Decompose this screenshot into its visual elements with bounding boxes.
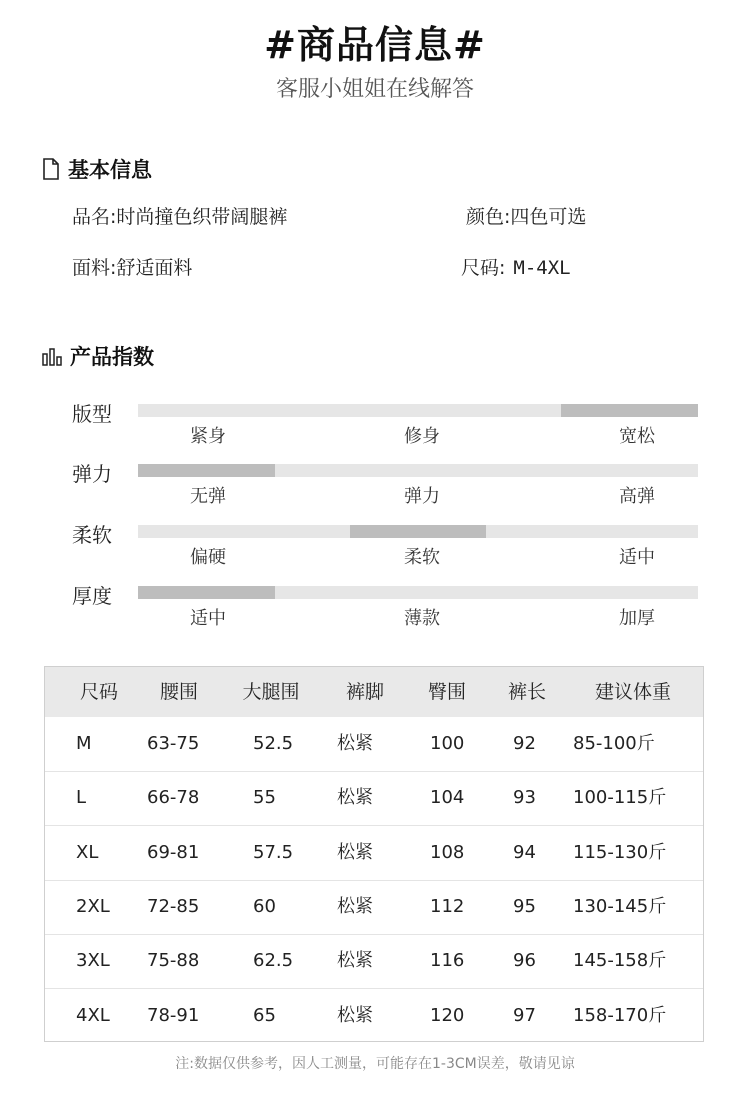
index-option: 加厚 bbox=[619, 608, 655, 629]
index-option: 柔软 bbox=[404, 547, 440, 568]
index-option: 适中 bbox=[619, 547, 655, 568]
table-header-cell: 大腿围 bbox=[242, 681, 300, 703]
table-cell: 120 bbox=[430, 1004, 465, 1026]
product-name bbox=[72, 202, 287, 229]
product-name-label: 品名: bbox=[72, 206, 117, 228]
index-bar-track bbox=[138, 404, 698, 417]
table-cell: 3XL bbox=[76, 950, 110, 972]
table-cell: 94 bbox=[513, 841, 536, 863]
table-cell: 145-158斤 bbox=[573, 950, 667, 972]
product-size-label: 尺码: bbox=[461, 257, 506, 279]
table-row bbox=[45, 771, 703, 826]
index-label: 弹力 bbox=[72, 462, 112, 486]
table-cell: M bbox=[76, 733, 92, 754]
table-row bbox=[45, 717, 703, 772]
index-option: 修身 bbox=[404, 426, 440, 447]
table-cell: 4XL bbox=[76, 1004, 110, 1026]
index-bar-selected bbox=[561, 404, 698, 417]
index-option: 弹力 bbox=[404, 486, 440, 507]
index-bar-track bbox=[138, 586, 698, 599]
table-cell: 69-81 bbox=[147, 841, 200, 863]
table-cell: 松紧 bbox=[337, 950, 373, 972]
product-index-title: 产品指数 bbox=[70, 345, 154, 369]
footer-note: 注:数据仅供参考，因人工测量，可能存在1-3CM误差，敬请见谅 bbox=[175, 1056, 575, 1072]
table-cell: 63-75 bbox=[147, 733, 200, 754]
table-cell: 松紧 bbox=[337, 787, 373, 809]
table-cell: 55 bbox=[253, 787, 276, 809]
table-row bbox=[45, 880, 703, 935]
table-cell: 松紧 bbox=[337, 895, 373, 917]
product-fabric bbox=[72, 253, 192, 280]
table-cell: 2XL bbox=[76, 895, 110, 917]
table-header-cell: 裤脚 bbox=[345, 681, 384, 703]
index-bar-selected bbox=[138, 586, 275, 599]
table-header-cell: 尺码 bbox=[79, 681, 118, 703]
table-cell: L bbox=[76, 787, 87, 809]
table-row bbox=[45, 934, 703, 989]
table-cell: 116 bbox=[430, 950, 465, 972]
index-label: 版型 bbox=[72, 402, 112, 426]
table-cell: 57.5 bbox=[253, 841, 294, 863]
product-fabric-label: 面料: bbox=[72, 257, 117, 279]
product-index-heading bbox=[42, 341, 154, 371]
table-cell: 85-100斤 bbox=[573, 733, 655, 754]
index-option: 偏硬 bbox=[190, 547, 226, 568]
table-cell: 97 bbox=[513, 1004, 536, 1026]
index-label: 柔软 bbox=[72, 523, 112, 547]
index-option: 薄款 bbox=[404, 608, 440, 629]
table-row bbox=[45, 989, 703, 1043]
table-header-cell: 腰围 bbox=[159, 681, 198, 703]
product-color-label: 颜色: bbox=[466, 206, 511, 228]
table-cell: 95 bbox=[513, 895, 536, 917]
basic-info-heading bbox=[42, 154, 152, 184]
table-cell: 112 bbox=[430, 895, 465, 917]
product-size bbox=[461, 253, 571, 280]
product-size-value: M-4XL bbox=[513, 257, 571, 279]
index-option: 紧身 bbox=[190, 426, 226, 447]
table-cell: 93 bbox=[513, 787, 536, 809]
index-bar-selected bbox=[350, 525, 487, 538]
index-option: 高弹 bbox=[619, 486, 655, 507]
size-table bbox=[44, 666, 704, 1042]
table-cell: 78-91 bbox=[147, 1004, 200, 1026]
document-icon bbox=[42, 158, 60, 180]
table-cell: 52.5 bbox=[253, 733, 294, 754]
table-header-cell: 裤长 bbox=[507, 681, 546, 703]
table-cell: 松紧 bbox=[337, 1004, 373, 1026]
page-title: #商品信息# bbox=[264, 23, 486, 67]
product-color-value: 四色可选 bbox=[510, 206, 587, 228]
table-cell: 60 bbox=[253, 895, 276, 917]
product-fabric-value: 舒适面料 bbox=[116, 257, 193, 279]
index-bar-track bbox=[138, 525, 698, 538]
table-cell: XL bbox=[76, 841, 99, 863]
table-cell: 66-78 bbox=[147, 787, 200, 809]
table-cell: 130-145斤 bbox=[573, 895, 667, 917]
table-header-cell: 臀围 bbox=[427, 681, 466, 703]
table-cell: 100 bbox=[430, 733, 465, 754]
table-row bbox=[45, 826, 703, 881]
basic-info-title: 基本信息 bbox=[68, 158, 152, 182]
page-subtitle: 客服小姐姐在线解答 bbox=[275, 77, 474, 102]
product-name-value: 时尚撞色织带阔腿裤 bbox=[116, 206, 288, 228]
index-bar-track bbox=[138, 464, 698, 477]
table-cell: 96 bbox=[513, 950, 536, 972]
table-cell: 松紧 bbox=[337, 733, 373, 754]
table-cell: 松紧 bbox=[337, 841, 373, 863]
index-bar-selected bbox=[138, 464, 275, 477]
bar-chart-icon bbox=[42, 346, 62, 366]
size-table-header bbox=[45, 667, 703, 717]
table-cell: 72-85 bbox=[147, 895, 200, 917]
table-cell: 62.5 bbox=[253, 950, 294, 972]
table-cell: 104 bbox=[430, 787, 465, 809]
index-option: 适中 bbox=[190, 608, 226, 629]
index-label: 厚度 bbox=[72, 584, 112, 608]
product-color bbox=[466, 202, 586, 229]
index-option: 无弹 bbox=[190, 486, 226, 507]
table-cell: 65 bbox=[253, 1004, 276, 1026]
table-header-cell: 建议体重 bbox=[594, 681, 671, 703]
table-cell: 158-170斤 bbox=[573, 1004, 667, 1026]
table-cell: 100-115斤 bbox=[573, 787, 667, 809]
index-option: 宽松 bbox=[619, 426, 655, 447]
table-cell: 115-130斤 bbox=[573, 841, 667, 863]
table-cell: 108 bbox=[430, 841, 465, 863]
table-cell: 92 bbox=[513, 733, 536, 754]
table-cell: 75-88 bbox=[147, 950, 200, 972]
